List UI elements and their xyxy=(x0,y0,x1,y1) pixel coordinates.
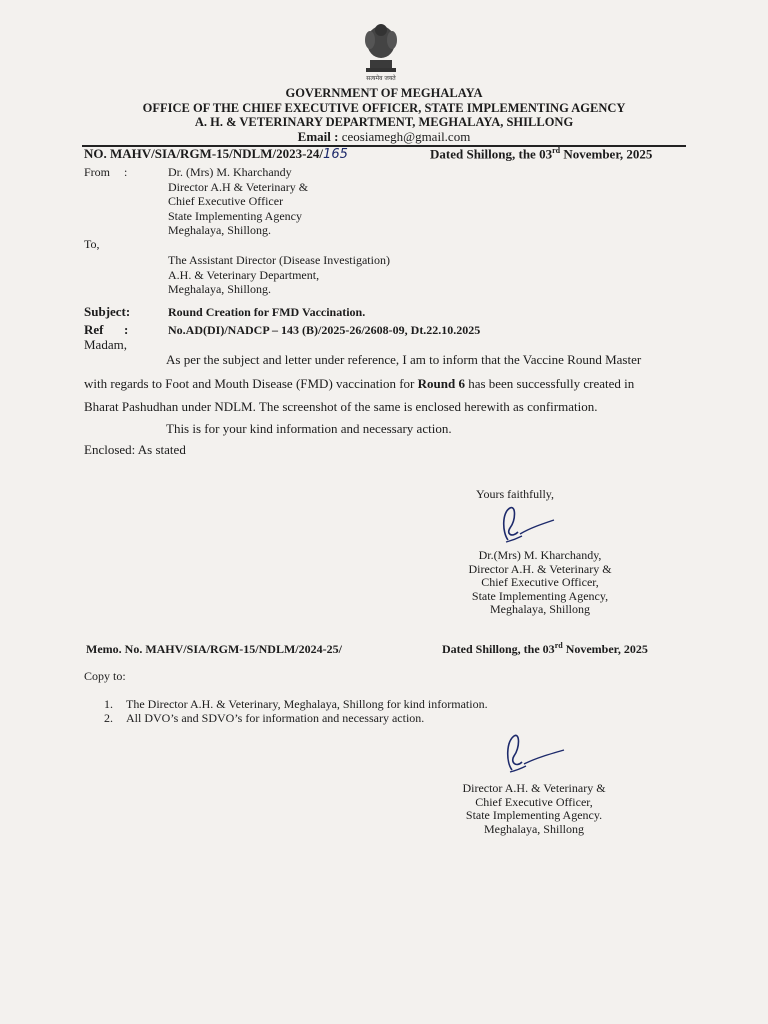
letter-date xyxy=(430,146,652,162)
to-label: To, xyxy=(84,237,100,251)
signatory-line: Chief Executive Officer, xyxy=(475,794,593,809)
signatory-line: Meghalaya, Shillong xyxy=(484,821,584,836)
signatory-line: Meghalaya, Shillong xyxy=(490,602,590,616)
signature-icon xyxy=(490,502,560,548)
to-line: The Assistant Director (Disease Investigation) xyxy=(168,253,390,267)
from-line: Director A.H & Veterinary & xyxy=(168,179,309,194)
subject-label: Subject: xyxy=(84,304,131,319)
body-paragraph-2: This is for your kind information and necessary action. xyxy=(166,421,452,436)
memo-date-sup: rd xyxy=(554,641,563,650)
signatory-block-1 xyxy=(440,549,640,617)
memo-date-text: Dated Shillong, the 03 xyxy=(442,642,555,656)
reference-value: No.AD(DI)/NADCP – 143 (B)/2025-26/2608-09, Dt.22.10.2025 xyxy=(168,323,481,337)
copy-list-number: 1. xyxy=(104,697,113,711)
memo-date xyxy=(442,641,648,657)
body-text: has been successfully created in xyxy=(464,376,635,391)
enclosed-note: Enclosed: As stated xyxy=(84,442,186,457)
header-office: OFFICE OF THE CHIEF EXECUTIVE OFFICER, STATE IMPLEMENTING AGENCY xyxy=(142,101,626,115)
reference-colon: : xyxy=(124,322,129,337)
memo-date-tail: November, 2025 xyxy=(562,642,648,656)
body-paragraph-1-line-2 xyxy=(84,376,634,392)
from-line: Meghalaya, Shillong. xyxy=(168,223,271,237)
email-value: ceosiamegh@gmail.com xyxy=(341,129,471,144)
email-label: Email : xyxy=(297,129,339,144)
copy-list-item: All DVO’s and SDVO’s for information and necessary action. xyxy=(126,711,425,725)
to-block xyxy=(168,253,390,297)
copy-list-number: 2. xyxy=(104,711,113,725)
letter-number-text: NO. MAHV/SIA/RGM-15/NDLM/2023-24/ xyxy=(84,146,324,161)
from-line: Chief Executive Officer xyxy=(168,194,284,208)
to-line: Meghalaya, Shillong. xyxy=(168,282,271,296)
header-email xyxy=(0,129,768,145)
letter-date-text: Dated Shillong, the 03 xyxy=(430,146,553,162)
from-block xyxy=(168,165,308,238)
reference-label: Ref xyxy=(84,322,104,337)
signature-icon xyxy=(496,730,568,778)
signatory-line: Dr.(Mrs) M. Kharchandy, xyxy=(478,548,602,562)
from-line: State Implementing Agency xyxy=(168,208,302,223)
letter-date-tail: November, 2025 xyxy=(560,146,653,162)
header-department: A. H. & VETERINARY DEPARTMENT, MEGHALAYA, SHILLONG xyxy=(194,115,574,129)
handwritten-number: 165 xyxy=(323,147,348,162)
body-paragraph-1-line-1: As per the subject and letter under reference, I am to inform that the Vaccine Round Master xyxy=(166,352,642,367)
subject-value: Round Creation for FMD Vaccination. xyxy=(168,305,366,319)
to-line: A.H. & Veterinary Department, xyxy=(168,267,320,282)
signatory-line: Chief Executive Officer, xyxy=(481,575,599,589)
body-text: with regards to Foot and Mouth Disease (FMD) vaccination for xyxy=(84,376,418,391)
salutation: Madam, xyxy=(84,337,127,352)
from-colon: : xyxy=(124,165,128,179)
letter-date-sup: rd xyxy=(552,146,561,155)
closing: Yours faithfully, xyxy=(476,487,555,501)
svg-text:सत्यमेव जयते: सत्यमेव जयते xyxy=(366,75,396,82)
letter-number xyxy=(84,146,348,162)
copy-to-label: Copy to: xyxy=(84,669,126,683)
body-paragraph-1-line-3: Bharat Pashudhan under NDLM. The screenshot of the same is enclosed herewith as confirmation. xyxy=(84,399,598,414)
signatory-line: Director A.H. & Veterinary & xyxy=(462,781,606,795)
from-line: Dr. (Mrs) M. Kharchandy xyxy=(168,165,292,179)
body-round-bold: Round 6 xyxy=(417,376,465,391)
signatory-block-2 xyxy=(434,782,634,836)
copy-list-item: The Director A.H. & Veterinary, Meghalaya, Shillong for kind information. xyxy=(126,697,488,711)
state-emblem-icon xyxy=(358,20,404,82)
memo-number: Memo. No. MAHV/SIA/RGM-15/NDLM/2024-25/ xyxy=(86,642,342,656)
header-government: GOVERNMENT OF MEGHALAYA xyxy=(285,86,483,100)
signatory-line: State Implementing Agency. xyxy=(465,808,603,822)
signatory-line: State Implementing Agency, xyxy=(471,588,609,603)
signatory-line: Director A.H. & Veterinary & xyxy=(468,561,612,576)
from-label: From xyxy=(84,165,111,179)
